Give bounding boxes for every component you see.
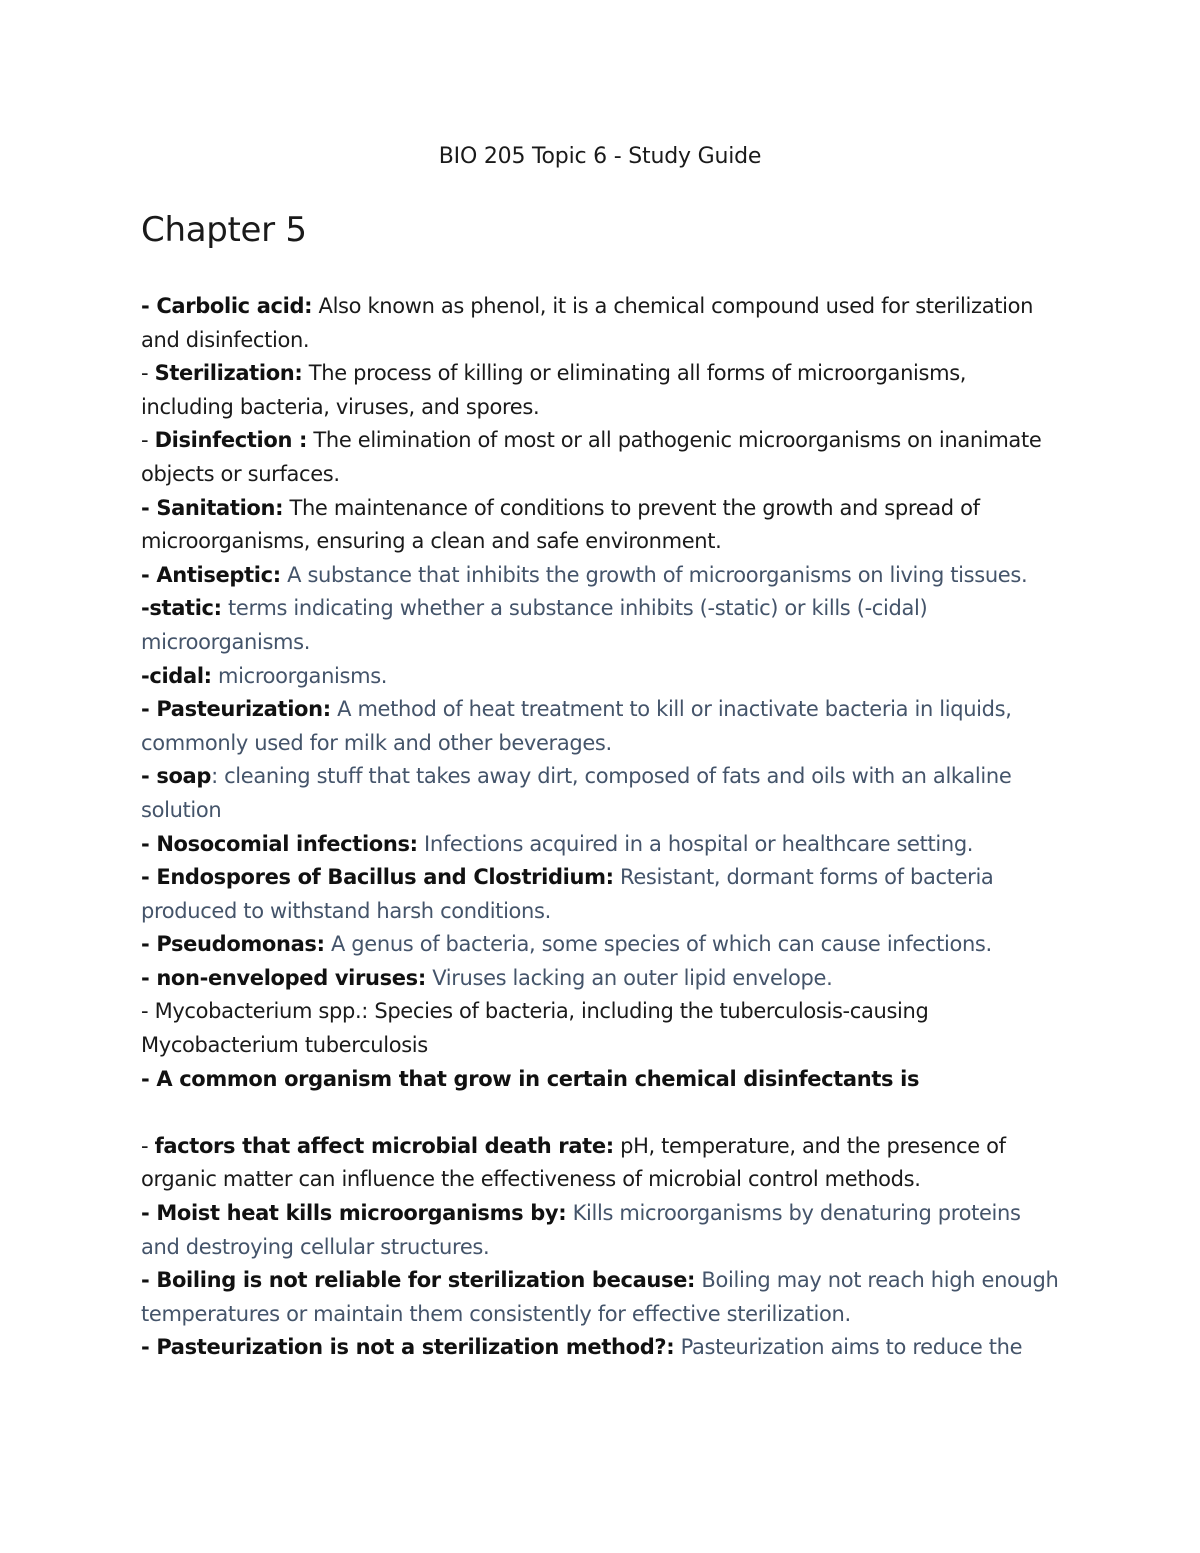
glossary-entry bbox=[141, 1063, 1061, 1097]
entry-term: soap bbox=[156, 764, 212, 789]
entry-prefix: - bbox=[141, 697, 157, 722]
glossary-entry bbox=[141, 962, 1061, 996]
glossary-entry bbox=[141, 492, 1061, 559]
glossary-entry bbox=[141, 828, 1061, 862]
entry-prefix: - bbox=[141, 562, 157, 587]
entry-prefix: - bbox=[141, 999, 155, 1024]
entry-term: -cidal: bbox=[141, 663, 212, 688]
glossary-entry bbox=[141, 592, 1061, 659]
entry-definition: The maintenance of conditions to prevent the growth and spread of microorganisms, ensuring a clean and safe environment. bbox=[141, 495, 980, 554]
entry-term: Sanitation: bbox=[156, 495, 284, 520]
glossary-entry bbox=[141, 1264, 1061, 1331]
entry-definition: The elimination of most or all pathogenic microorganisms on inanimate objects or surfaces. bbox=[141, 428, 1042, 486]
entry-term: non-enveloped viruses: bbox=[156, 965, 426, 990]
entry-term: Pasteurization is not a sterilization method?: bbox=[156, 1335, 675, 1360]
entry-prefix: - bbox=[141, 764, 157, 789]
entry-definition: Kills microorganisms by denaturing proteins and destroying cellular structures. bbox=[141, 1201, 1021, 1259]
glossary-entry bbox=[141, 559, 1061, 593]
entry-prefix: - bbox=[141, 965, 157, 990]
entry-definition: Viruses lacking an outer lipid envelope. bbox=[425, 965, 833, 990]
glossary-entry bbox=[141, 1197, 1061, 1264]
entry-prefix: - bbox=[141, 1201, 157, 1226]
entry-prefix: - bbox=[141, 932, 157, 957]
entry-term: Antiseptic: bbox=[156, 562, 281, 587]
entry-definition: A substance that inhibits the growth of microorganisms on living tissues. bbox=[280, 562, 1028, 587]
entry-prefix: - bbox=[141, 1268, 157, 1293]
entry-prefix: - bbox=[141, 1066, 157, 1091]
glossary-entry bbox=[141, 1331, 1061, 1365]
entry-term: Carbolic acid: bbox=[156, 294, 313, 318]
entry-term: Moist heat kills microorganisms by: bbox=[156, 1201, 567, 1226]
entry-term: Pseudomonas: bbox=[156, 932, 325, 957]
entry-definition: Infections acquired in a hospital or healthcare setting. bbox=[417, 831, 974, 856]
entry-term: Sterilization: bbox=[154, 361, 303, 386]
entry-definition: Mycobacterium spp.: Species of bacteria, including the tuberculosis-causing Mycobacterium tuberculosis bbox=[141, 999, 929, 1058]
glossary-list bbox=[141, 290, 1061, 1365]
glossary-entry bbox=[141, 1130, 1061, 1197]
entry-definition: Boiling may not reach high enough temperatures or maintain them consistently for effective sterilization. bbox=[141, 1268, 1059, 1326]
document-title: BIO 205 Topic 6 - Study Guide bbox=[438, 144, 762, 169]
entry-definition: microorganisms. bbox=[211, 663, 388, 688]
entry-term: -static: bbox=[141, 596, 222, 621]
entry-definition: A method of heat treatment to kill or inactivate bacteria in liquids, commonly used for milk and other beverages. bbox=[141, 697, 1012, 755]
entry-prefix: - bbox=[141, 361, 155, 386]
entry-prefix: - bbox=[141, 1335, 157, 1360]
entry-prefix: - bbox=[141, 831, 157, 856]
entry-definition: : cleaning stuff that takes away dirt, composed of fats and oils with an alkaline solution bbox=[141, 764, 1012, 822]
glossary-entry bbox=[141, 693, 1061, 760]
entry-prefix: - bbox=[141, 495, 157, 520]
entry-prefix: - bbox=[141, 865, 157, 890]
entry-definition: Pasteurization aims to reduce the bbox=[674, 1335, 1023, 1360]
entry-definition: A genus of bacteria, some species of which can cause infections. bbox=[324, 932, 992, 957]
entry-definition: pH, temperature, and the presence of organic matter can influence the effectiveness of microbial control methods. bbox=[141, 1133, 1006, 1192]
entry-term: Pasteurization: bbox=[156, 697, 331, 722]
entry-prefix: - bbox=[141, 294, 157, 318]
glossary-entry bbox=[141, 660, 1061, 694]
entry-term: factors that affect microbial death rate: bbox=[154, 1133, 614, 1158]
entry-prefix: - bbox=[141, 1133, 155, 1158]
chapter-heading: Chapter 5 bbox=[141, 210, 307, 250]
glossary-entry bbox=[141, 928, 1061, 962]
entry-prefix: - bbox=[141, 428, 155, 453]
entry-definition: Also known as phenol, it is a chemical compound used for sterilization and disinfection. bbox=[141, 294, 1034, 352]
glossary-entry bbox=[141, 357, 1061, 424]
entry-term: Boiling is not reliable for sterilization because: bbox=[156, 1268, 696, 1293]
entry-term: Disinfection : bbox=[154, 428, 308, 453]
entry-definition: The process of killing or eliminating all forms of microorganisms, including bacteria, viruses, and spores. bbox=[141, 361, 967, 419]
entry-definition: Resistant, dormant forms of bacteria produced to withstand harsh conditions. bbox=[141, 865, 994, 923]
entry-term: Nosocomial infections: bbox=[156, 831, 418, 856]
glossary-entry bbox=[141, 424, 1061, 491]
glossary-entry bbox=[141, 995, 1061, 1062]
entry-term: A common organism that grow in certain chemical disinfectants is bbox=[156, 1066, 920, 1091]
glossary-entry bbox=[141, 290, 1061, 357]
entry-definition: terms indicating whether a substance inhibits (-static) or kills (-cidal) microorganisms. bbox=[141, 596, 928, 654]
glossary-entry bbox=[141, 760, 1061, 827]
entry-term: Endospores of Bacillus and Clostridium: bbox=[156, 865, 614, 890]
glossary-entry bbox=[141, 861, 1061, 928]
